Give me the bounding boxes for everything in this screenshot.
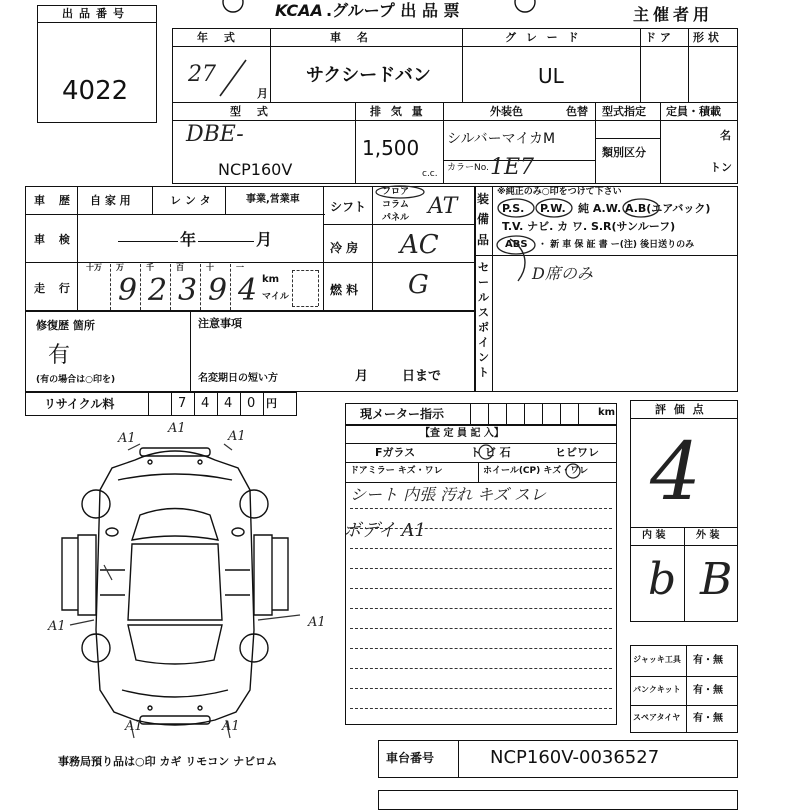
tool-puncture-value: 有・無: [693, 685, 723, 696]
repair-hint: (有の場合は○印を): [36, 375, 116, 385]
equip-abs: ABS: [505, 239, 528, 250]
recycle-digit: 4: [224, 396, 233, 411]
year-label: 年 式: [197, 31, 241, 44]
wheel-label: ホイール(CP) キズ・ワレ: [483, 466, 589, 476]
mile-label: マイル: [262, 292, 289, 302]
model-label: 型 式: [230, 105, 274, 118]
chassis-number: NCP160V-0036527: [490, 747, 660, 768]
history-private: 自 家 用: [90, 194, 131, 207]
type-cert-label: 型式指定: [602, 105, 646, 118]
exterior-grade-label: 外 装: [696, 530, 720, 541]
shift-option-column: コラム: [382, 200, 409, 210]
displacement-value: 1,500: [362, 136, 420, 160]
inspection-month: 月: [256, 230, 273, 249]
capacity-label: 定員・積載: [666, 105, 721, 118]
mileage-unit-label: 一: [236, 263, 244, 272]
door-label: ド ア: [645, 31, 671, 44]
tool-spare-label: スペアタイヤ: [633, 713, 681, 722]
meter-unit: km: [598, 407, 616, 418]
damage-mark-rear-right: A1: [222, 719, 240, 734]
mileage-unit-label: 万: [116, 263, 124, 272]
mileage-unit-label: 十: [206, 263, 214, 272]
expiry-day: 日まで: [402, 369, 442, 384]
mileage-digit: 9: [118, 273, 138, 308]
km-label: km: [262, 274, 280, 285]
ac-value: AC: [400, 230, 439, 260]
equipment-side-3: 品: [477, 233, 490, 247]
exterior-grade-value: B: [700, 554, 733, 605]
damage-mark-rear-left: A1: [125, 719, 143, 734]
exterior-value: シルバーマイカM: [447, 131, 556, 147]
inspector-comment-2: ボデイ A1: [343, 520, 426, 541]
fuel-value: G: [408, 270, 429, 300]
damage-mark-side-right: A1: [308, 615, 326, 630]
selling-point-char: ル: [478, 291, 489, 304]
color-change-label: 色替: [566, 105, 588, 118]
selling-point-char: ン: [478, 351, 489, 364]
inspection-label: 車 検: [34, 233, 75, 246]
capacity-people-unit: 名: [720, 129, 731, 142]
history-label: 車 歴: [34, 194, 75, 207]
tool-puncture-label: パンクキット: [633, 685, 681, 694]
recycle-digit: 0: [247, 396, 256, 411]
expiry-label: 名変期日の短い方: [198, 373, 278, 384]
equip-ab: A.B(エアバック): [625, 202, 711, 215]
damage-mark-front: A1: [168, 421, 186, 436]
damage-mark-front-left: A1: [118, 431, 136, 446]
mileage-digit: 9: [208, 273, 228, 308]
grade-label: 評 価 点: [655, 403, 706, 416]
selling-point-char: ト: [478, 366, 489, 379]
chip-label: ト ビ 石: [470, 446, 511, 459]
tool-spare-value: 有・無: [693, 713, 723, 724]
damage-mark-front-right: A1: [228, 429, 246, 444]
tool-jack-label: ジャッキ工具: [633, 655, 681, 664]
bottom-box: [378, 790, 738, 810]
f-glass-label: Fガラス: [375, 446, 416, 459]
recycle-unit: 円: [266, 397, 277, 410]
month-unit: 月: [257, 87, 268, 100]
diagram-footer: 事務局預り品は○印 カギ リモコン ナビロム: [58, 755, 278, 768]
equip-ps: P.S.: [502, 202, 525, 215]
interior-grade-value: b: [648, 554, 677, 605]
damage-mark-side-left: A1: [48, 619, 66, 634]
lot-number: 4022: [62, 76, 129, 106]
shift-value: AT: [428, 194, 458, 219]
recycle-digit: 4: [201, 396, 210, 411]
selling-point-char: ス: [478, 306, 489, 319]
mileage-digit: 2: [148, 273, 168, 308]
chassis-label: 車台番号: [386, 751, 435, 765]
selling-note: D席のみ: [532, 264, 593, 283]
mileage-digit: 3: [178, 273, 198, 308]
meter-label: 現メーター指示: [360, 407, 445, 421]
exterior-label: 外装色: [490, 105, 523, 118]
inspector-header: 【査 定 員 記 入】: [420, 428, 504, 439]
class-label: 類別区分: [602, 146, 646, 159]
notes-label: 注意事項: [198, 317, 242, 330]
model-prefix: DBE-: [186, 122, 244, 147]
recycle-digit: 7: [178, 396, 187, 411]
sheet-title: .グループ 出 品 票: [326, 1, 460, 20]
repair-label: 修復歴 箇所: [36, 319, 95, 332]
inspection-year: 年: [180, 230, 197, 249]
recycle-label: リサイクル料: [44, 397, 115, 411]
equip-line3: ・ 新 車 保 証 書 ー(注) 後日送りのみ: [538, 240, 695, 250]
equipment-note: ※純正のみ○印をつけて下さい: [497, 187, 622, 197]
shift-label: シフト: [330, 200, 367, 214]
color-no-label: カラーNo.: [447, 163, 489, 173]
mileage-label: 走 行: [34, 282, 75, 295]
mileage-unit-label: 百: [176, 263, 184, 272]
history-business: 事業,営業車: [246, 194, 300, 205]
capacity-ton-unit: トン: [710, 161, 732, 174]
car-diagram: [0, 420, 330, 750]
inspector-comment-1: シート 内張 汚れ キズ スレ: [350, 485, 547, 504]
shift-option-panel: パネル: [382, 213, 410, 223]
displacement-label: 排 気 量: [370, 105, 426, 118]
lot-number-label: 出品番号: [62, 7, 130, 20]
mileage-unit-label: 十万: [86, 263, 102, 272]
fuel-label: 燃 料: [330, 283, 359, 297]
color-no-value: 1E7: [490, 155, 535, 180]
crack-label: ヒビワレ: [555, 446, 599, 459]
brand-logo: KCAA: [275, 1, 323, 20]
year-value: 27: [188, 62, 216, 87]
equipment-side-2: 備: [477, 212, 490, 226]
body-label: 形 状: [693, 31, 719, 44]
selling-point-char: ポ: [478, 321, 489, 334]
grade-value: UL: [538, 64, 564, 88]
shift-option-floor: フロア: [382, 187, 410, 197]
history-rental: レ ン タ: [170, 194, 211, 207]
mirror-label: ドアミラー キズ・ワレ: [350, 466, 443, 476]
equipment-side-1: 装: [477, 192, 490, 206]
grade-value: 4: [650, 425, 701, 518]
equip-pw: P.W.: [540, 202, 566, 215]
selling-point-char: ー: [478, 276, 489, 289]
cc-unit: c.c.: [422, 169, 438, 179]
mileage-unit-label: 千: [146, 263, 154, 272]
name-label: 車 名: [330, 31, 374, 44]
equip-aw: 純 A.W.: [578, 202, 622, 215]
repair-value: 有: [48, 343, 71, 368]
selling-point-char: イ: [478, 336, 489, 349]
expiry-month: 月: [355, 369, 369, 384]
selling-point-char: セ: [478, 261, 489, 274]
mileage-digit: 4: [238, 273, 258, 308]
tool-jack-value: 有・無: [693, 655, 723, 666]
model-code: NCP160V: [218, 160, 293, 179]
copy-type: 主催者用: [633, 5, 714, 24]
ac-label: 冷 房: [330, 241, 359, 255]
grade-label: グ レ ー ド: [505, 31, 582, 44]
interior-label: 内 装: [642, 530, 666, 541]
equip-line2: T.V. ナビ. カ ワ. S.R(サンルーフ): [502, 220, 676, 233]
name-value: サクシードバン: [306, 65, 431, 86]
